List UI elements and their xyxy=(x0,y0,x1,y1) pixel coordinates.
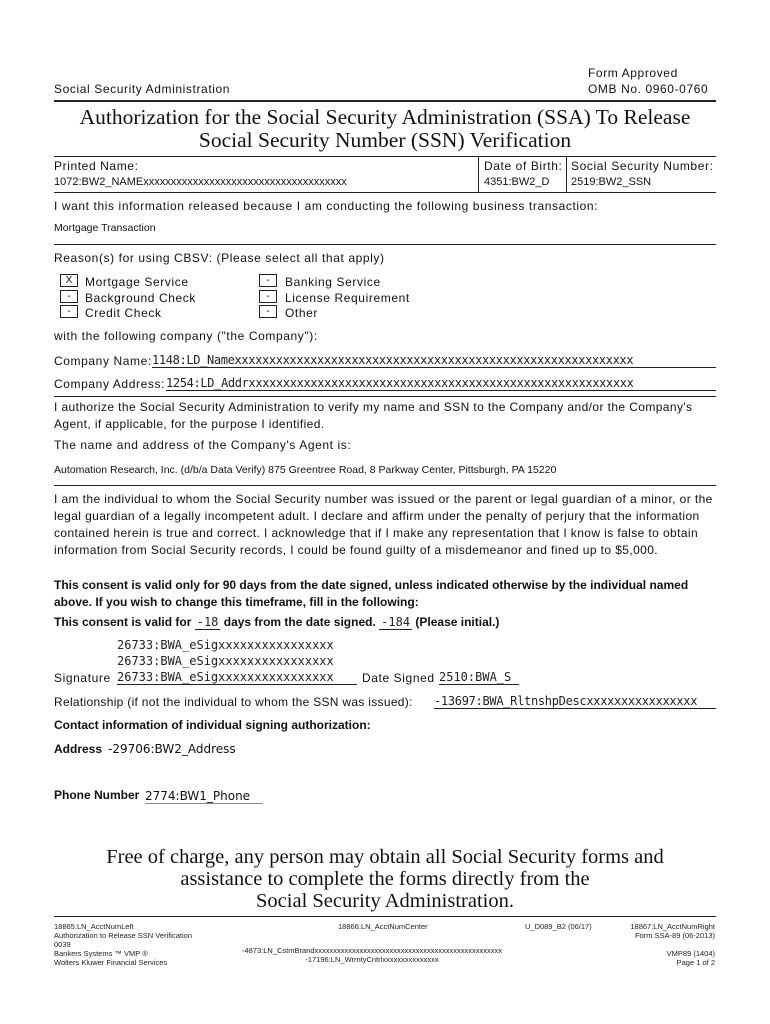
reason-label: Credit Check xyxy=(85,306,162,320)
checkbox-background-check[interactable]: - xyxy=(60,290,78,303)
free-notice-line-1: Free of charge, any person may obtain all Social Security forms and xyxy=(106,846,664,868)
company-name-field[interactable]: 1148:LD_Namexxxxxxxxxxxxxxxxxxxxxxxxxxxxxxxxxxxxxxxxxxxxxxxxxxxxxxxxxx xyxy=(152,353,716,368)
footer-warranty: -17196:LN_WrrntyCntrlxxxxxxxxxxxxxxx xyxy=(305,955,439,964)
phone-field[interactable]: 2774:BW1_Phone xyxy=(145,789,263,804)
signature-field[interactable]: 26733:BWA_eSigxxxxxxxxxxxxxxxx xyxy=(117,670,357,685)
footer-right: 18867:LN_AcctNumRight Form SSA-89 (06-2013) VMP89 (1404) Page 1 of 2 xyxy=(630,922,715,967)
checkbox-other[interactable]: - xyxy=(259,305,277,318)
free-notice-line-3: Social Security Administration. xyxy=(256,890,514,912)
printed-name-label: Printed Name: xyxy=(54,159,139,173)
omb-number: OMB No. 0960-0760 xyxy=(588,82,709,96)
form-approved: Form Approved xyxy=(588,66,678,80)
relationship-field[interactable]: -13697:BWA_RltnshpDescxxxxxxxxxxxxxxxx xyxy=(434,694,716,709)
footer-custom-brand: -4873:LN_CstmBrandxxxxxxxxxxxxxxxxxxxxxxxxxxxxxxxxxxxxxxxxxxxxxxxxxx xyxy=(241,946,503,955)
checkbox-banking-service[interactable]: - xyxy=(259,274,277,287)
free-notice xyxy=(30,846,740,912)
checkbox-mortgage-service[interactable]: X xyxy=(60,274,78,287)
transaction-value[interactable]: Mortgage Transaction xyxy=(54,222,156,234)
valid-for-label: This consent is valid for xyxy=(54,615,192,629)
reason-label: Background Check xyxy=(85,291,196,305)
checkbox-license-requirement[interactable]: - xyxy=(259,290,277,303)
checkbox-credit-check[interactable]: - xyxy=(60,305,78,318)
reason-label: Banking Service xyxy=(285,275,381,289)
consent-valid-row xyxy=(54,615,499,629)
phone-label: Phone Number xyxy=(54,788,140,802)
identity-top-rule xyxy=(54,156,716,157)
address-label: Address xyxy=(54,742,103,756)
relationship-label: Relationship (if not the individual to whom the SSN was issued): xyxy=(54,695,413,709)
title-line-1: Authorization for the Social Security Administration (SSA) To Release xyxy=(79,105,691,129)
footer-center-acct: 18866:LN_AcctNumCenter xyxy=(338,922,428,931)
company-name-label: Company Name: xyxy=(54,354,152,368)
dob-value[interactable]: 4351:BW2_D xyxy=(484,176,550,188)
contact-heading: Contact information of individual signing authorization: xyxy=(54,718,371,732)
days-text: days from the date signed. xyxy=(223,615,376,629)
company-address-field[interactable]: 1254:LD_Addrxxxxxxxxxxxxxxxxxxxxxxxxxxxxxxxxxxxxxxxxxxxxxxxxxxxxxxxx xyxy=(166,376,716,391)
date-signed-label: Date Signed xyxy=(362,671,435,685)
free-notice-line-2: assistance to complete the forms directly from the xyxy=(180,868,590,890)
agent-label: The name and address of the Company's Agent is: xyxy=(54,438,352,452)
transaction-intro: I want this information released because I am conducting the following business transaction: xyxy=(54,199,599,213)
page-title xyxy=(54,106,716,152)
reason-label: License Requirement xyxy=(285,291,410,305)
agency-name: Social Security Administration xyxy=(54,82,231,96)
initial-label: (Please initial.) xyxy=(415,615,500,629)
initial-field[interactable]: -184 xyxy=(381,615,411,629)
footer-left: 18865:LN_AcctNumLeft Authorization to Release SSN Verification 0039 Bankers Systems ™ VMP ® Wolters Kluwer Financial Services xyxy=(54,922,192,967)
valid-days-field[interactable]: -18 xyxy=(196,615,219,629)
footer-rule xyxy=(54,916,716,917)
address-field[interactable]: -29706:BW2_Address xyxy=(108,742,236,756)
signature-line-2: 26733:BWA_eSigxxxxxxxxxxxxxxxx xyxy=(117,654,334,668)
ssn-value[interactable]: 2519:BW2_SSN xyxy=(571,176,652,188)
date-signed-field[interactable]: 2510:BWA_S xyxy=(439,670,519,685)
identity-bottom-rule xyxy=(54,192,716,193)
reasons-label: Reason(s) for using CBSV: (Please select all that apply) xyxy=(54,251,385,265)
printed-name-value[interactable]: 1072:BW2_NAMExxxxxxxxxxxxxxxxxxxxxxxxxxxxxxxxxxxxx xyxy=(54,176,347,188)
reason-label: Other xyxy=(285,306,319,320)
consent-validity: This consent is valid only for 90 days from the date signed, unless indicated otherwise by the individual named above. If you wish to change this timeframe, fill in the following: xyxy=(54,578,689,609)
header-rule xyxy=(54,100,716,102)
footer-form-code: U_D089_B2 (06/17) xyxy=(525,922,592,931)
authorization-text: I authorize the Social Security Administration to verify my name and SSN to the Company and/or the Company's Agent, if applicable, for the purpose I identified. xyxy=(54,400,693,431)
company-address-label: Company Address: xyxy=(54,377,165,391)
reason-label: Mortgage Service xyxy=(85,275,189,289)
consent-statement: I am the individual to whom the Social Security number was issued or the parent or legal guardian of a minor, or the legal guardian of a legally incompetent adult. I declare and affirm under the penalty of perjury that the information contained herein is true and correct. I acknowledge that if I make any representation that I know is false to obtain information from Social Security records, I could be found guilty of a misdemeanor and fined up to $5,000. xyxy=(54,492,713,557)
signature-label: Signature xyxy=(54,671,111,685)
agent-value[interactable]: Automation Research, Inc. (d/b/a Data Verify) 875 Greentree Road, 8 Parkway Center, Pittsburgh, PA 15220 xyxy=(54,464,557,476)
dob-label: Date of Birth: xyxy=(484,159,563,173)
title-line-2: Social Security Number (SSN) Verification xyxy=(198,128,572,152)
signature-line-1: 26733:BWA_eSigxxxxxxxxxxxxxxxx xyxy=(117,638,334,652)
company-intro: with the following company ("the Company"): xyxy=(54,329,318,343)
ssn-label: Social Security Number: xyxy=(571,159,714,173)
